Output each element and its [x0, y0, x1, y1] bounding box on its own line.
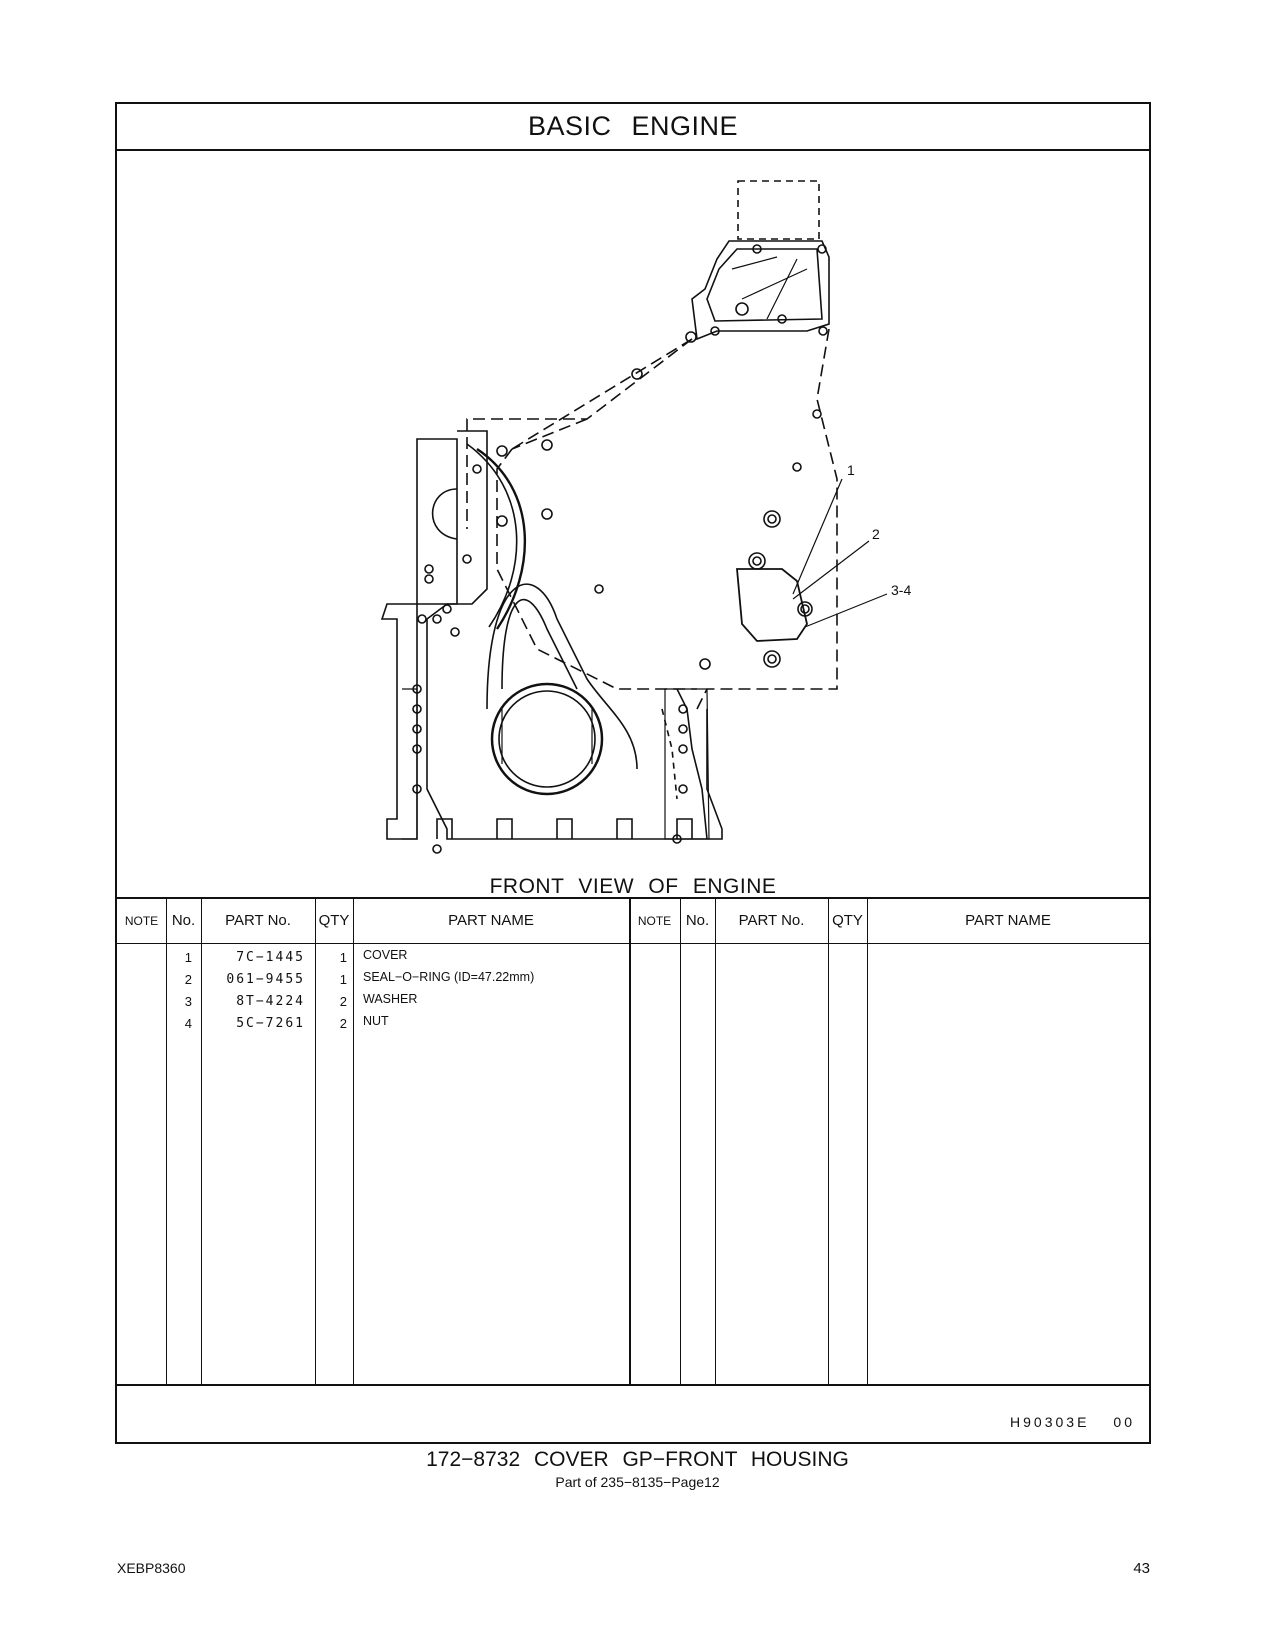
- doc-code-id: H90303E: [1010, 1414, 1090, 1430]
- row-3-qty: 2: [339, 994, 347, 1009]
- row-2-no: 2: [184, 972, 192, 987]
- row-1-part-no: 7C−1445: [236, 950, 305, 965]
- callout-3-4: 3-4: [891, 582, 912, 598]
- section-title: BASIC ENGINE: [117, 104, 1149, 151]
- row-4-qty: 2: [339, 1016, 347, 1031]
- group-title: 172−8732 COVER GP−FRONT HOUSING: [426, 1448, 849, 1471]
- row-1-no: 1: [184, 950, 192, 965]
- header-no-2: No.: [685, 912, 710, 929]
- engine-front-view-drawing: [117, 149, 1149, 897]
- document-code: [1010, 1414, 1135, 1430]
- page-number: 43: [1133, 1560, 1150, 1577]
- header-part-no: PART No.: [225, 912, 291, 929]
- row-3-part-no: 8T−4224: [236, 994, 305, 1009]
- header-qty: QTY: [318, 912, 350, 929]
- header-divider: [117, 943, 1149, 944]
- row-3-no: 3: [184, 994, 192, 1009]
- doc-code-revision: 00: [1113, 1414, 1135, 1430]
- row-2-part-name: SEAL−O−RING (ID=47.22mm): [363, 970, 535, 984]
- header-part-name: PART NAME: [448, 912, 534, 929]
- row-2-qty: 1: [339, 972, 347, 987]
- book-code: XEBP8360: [117, 1560, 186, 1576]
- row-4-part-no: 5C−7261: [236, 1016, 305, 1031]
- figure-caption: FRONT VIEW OF ENGINE: [489, 875, 777, 898]
- row-1-qty: 1: [339, 950, 347, 965]
- engine-illustration: [117, 149, 1149, 897]
- parts-page-frame: [115, 102, 1151, 1444]
- row-2-part-no: 061−9455: [226, 972, 305, 987]
- header-part-name-2: PART NAME: [965, 912, 1051, 929]
- callout-2: 2: [872, 526, 880, 542]
- callout-1: 1: [847, 462, 855, 478]
- header-note-2: NOTE: [637, 914, 672, 928]
- header-part-no-2: PART No.: [738, 912, 805, 929]
- row-1-part-name: COVER: [363, 948, 408, 962]
- group-subtitle: Part of 235−8135−Page12: [555, 1474, 720, 1490]
- row-3-part-name: WASHER: [363, 992, 418, 1006]
- row-4-no: 4: [184, 1016, 192, 1031]
- header-qty-2: QTY: [832, 912, 863, 929]
- header-note: NOTE: [124, 914, 159, 928]
- parts-table: [117, 897, 1149, 1386]
- header-no: No.: [171, 912, 196, 929]
- row-4-part-name: NUT: [363, 1014, 389, 1028]
